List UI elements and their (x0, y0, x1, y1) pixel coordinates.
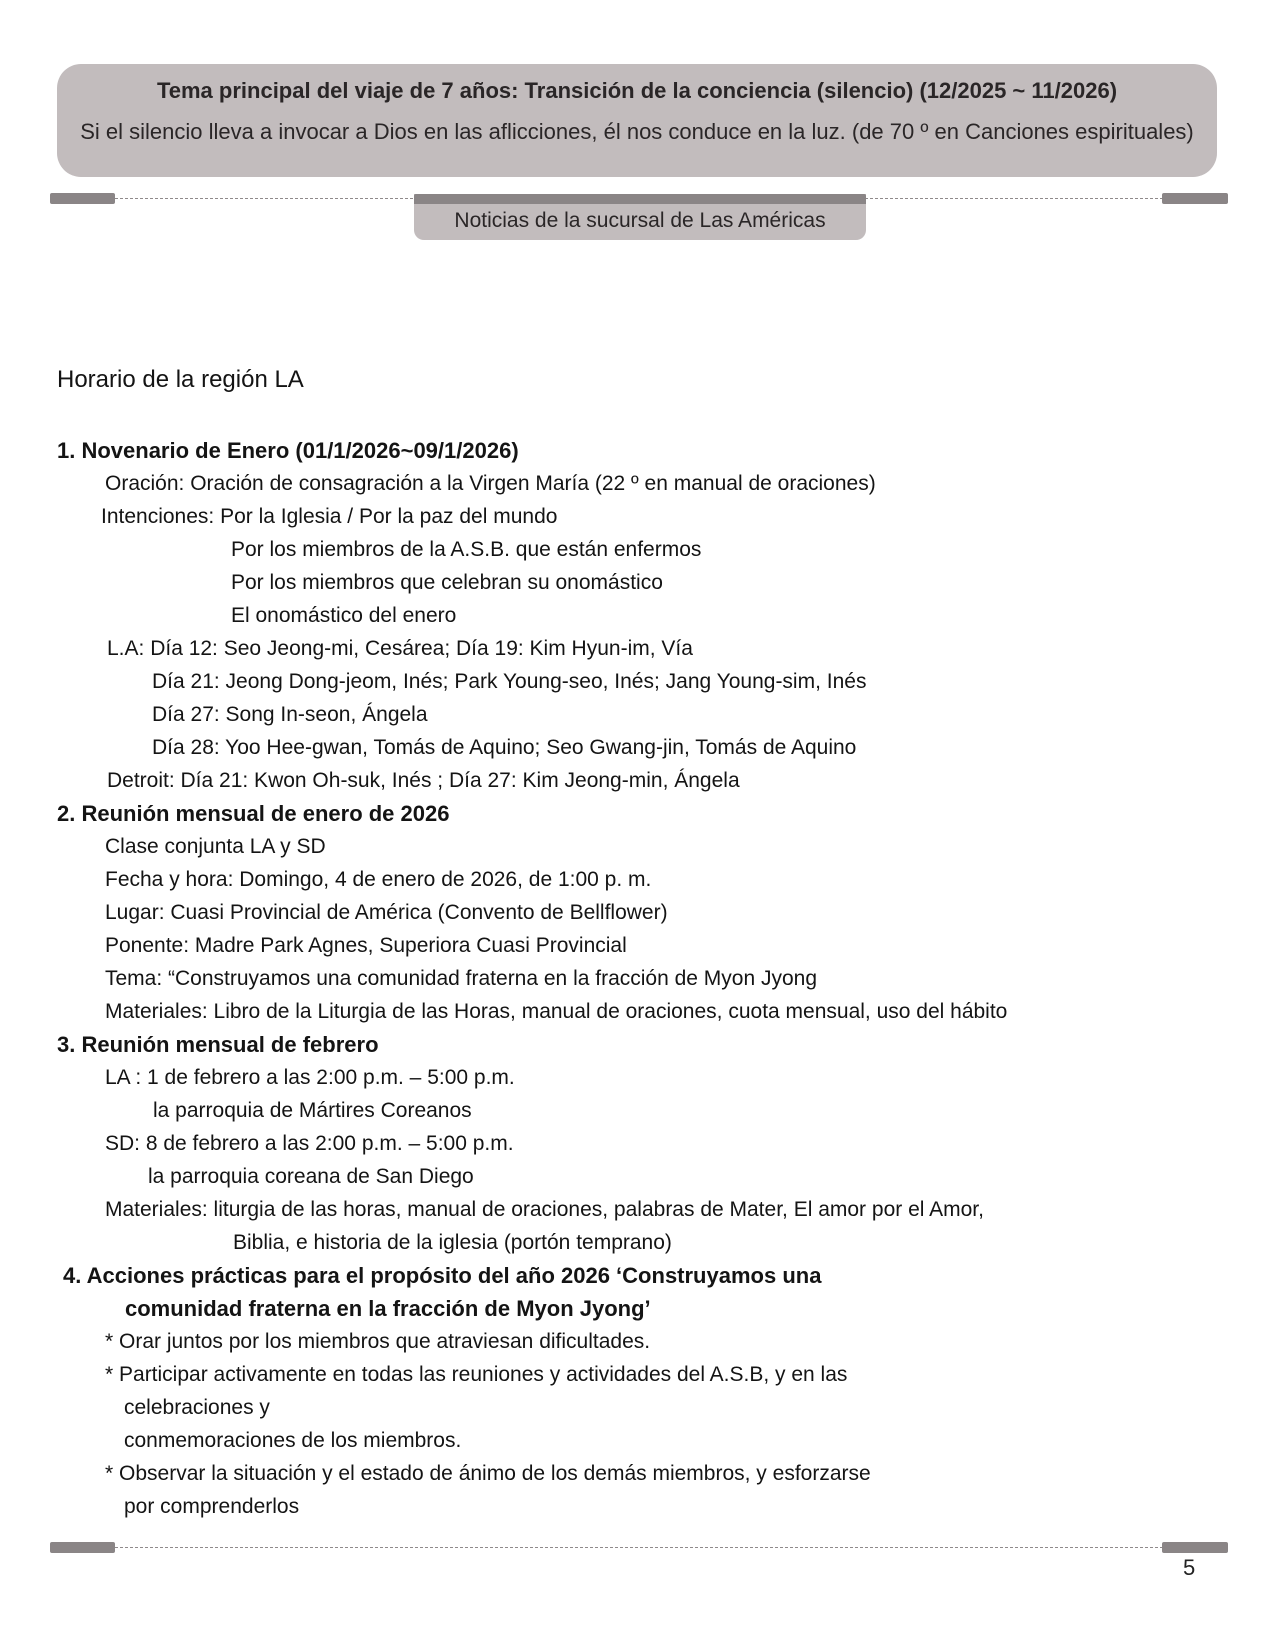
s1-intenciones: Intenciones: Por la Iglesia / Por la paz del mundo (101, 505, 558, 528)
s4-bullet-1: * Orar juntos por los miembros que atraviesan dificultades. (105, 1330, 651, 1353)
s2-line-5: Tema: “Construyamos una comunidad fraterna en la fracción de Myon Jyong (105, 967, 818, 990)
s1-intencion-2: Por los miembros de la A.S.B. que están enfermos (231, 538, 702, 561)
s1-intencion-3: Por los miembros que celebran su onomástico (231, 571, 663, 594)
s3-line-3: SD: 8 de febrero a las 2:00 p.m. – 5:00 p.m. (105, 1132, 514, 1155)
s1-oracion: Oración: Oración de consagración a la Virgen María (22 º en manual de oraciones) (105, 472, 876, 495)
s1-la-line-3: Día 27: Song In-seon, Ángela (152, 703, 428, 726)
s4-bullet-2: * Participar activamente en todas las reuniones y actividades del A.S.B, y en las (105, 1363, 848, 1386)
s3-line-2: la parroquia de Mártires Coreanos (153, 1099, 472, 1122)
bottom-bar-right (1162, 1542, 1228, 1553)
s3-line-5: Materiales: liturgia de las horas, manual de oraciones, palabras de Mater, El amor por el Amor, (105, 1198, 984, 1221)
s3-line-1: LA : 1 de febrero a las 2:00 p.m. – 5:00 p.m. (105, 1066, 515, 1089)
s4-bullet-2-cont-2: conmemoraciones de los miembros. (124, 1429, 462, 1452)
s2-line-1: Clase conjunta LA y SD (105, 835, 326, 858)
s2-line-3: Lugar: Cuasi Provincial de América (Convento de Bellflower) (105, 901, 668, 924)
section-4-heading: 4. Acciones prácticas para el propósito del año 2026 ‘Construyamos una (63, 1263, 822, 1288)
section-tab-label: Noticias de la sucursal de Las Américas (454, 209, 826, 232)
s3-line-4: la parroquia coreana de San Diego (148, 1165, 474, 1188)
bottom-bar-left (50, 1542, 115, 1553)
s1-detroit: Detroit: Día 21: Kwon Oh-suk, Inés ; Día 27: Kim Jeong-min, Ángela (107, 769, 740, 792)
bottom-divider (50, 1547, 1228, 1548)
s4-bullet-3-cont: por comprenderlos (124, 1495, 300, 1518)
divider-bar-left (50, 193, 115, 204)
s1-la-line-1: L.A: Día 12: Seo Jeong-mi, Cesárea; Día 19: Kim Hyun-im, Vía (107, 637, 693, 660)
divider-bar-right (1162, 193, 1228, 204)
s1-la-line-4: Día 28: Yoo Hee-gwan, Tomás de Aquino; Seo Gwang-jin, Tomás de Aquino (152, 736, 857, 759)
section-2-heading: 2. Reunión mensual de enero de 2026 (57, 801, 450, 826)
s3-line-6: Biblia, e historia de la iglesia (portón temprano) (233, 1231, 672, 1254)
s1-intencion-4: El onomástico del enero (231, 604, 457, 627)
s2-line-4: Ponente: Madre Park Agnes, Superiora Cuasi Provincial (105, 934, 627, 957)
region-title: Horario de la región LA (57, 366, 304, 393)
theme-title: Tema principal del viaje de 7 años: Transición de la conciencia (silencio) (12/2025 ~ 11/2026) (156, 78, 1118, 103)
s4-bullet-3: * Observar la situación y el estado de ánimo de los demás miembros, y esforzarse (105, 1462, 871, 1485)
s4-bullet-2-cont: celebraciones y (124, 1396, 270, 1419)
section-4-heading-cont: comunidad fraterna en la fracción de Myon Jyong’ (125, 1296, 651, 1321)
theme-subtitle: Si el silencio lleva a invocar a Dios en las aflicciones, él nos conduce en la luz. (de 70 º en Canciones espirituales) (80, 119, 1194, 144)
s1-la-line-2: Día 21: Jeong Dong-jeom, Inés; Park Young-seo, Inés; Jang Young-sim, Inés (152, 670, 867, 693)
s2-line-6: Materiales: Libro de la Liturgia de las Horas, manual de oraciones, cuota mensual, uso del hábito (105, 1000, 1008, 1023)
s2-line-2: Fecha y hora: Domingo, 4 de enero de 2026, de 1:00 p. m. (105, 868, 652, 891)
theme-banner (57, 64, 1217, 177)
page-number: 5 (1183, 1555, 1196, 1580)
section-3-heading: 3. Reunión mensual de febrero (57, 1032, 379, 1057)
section-1-heading: 1. Novenario de Enero (01/1/2026~09/1/2026) (57, 438, 519, 463)
section-tab (414, 194, 866, 240)
